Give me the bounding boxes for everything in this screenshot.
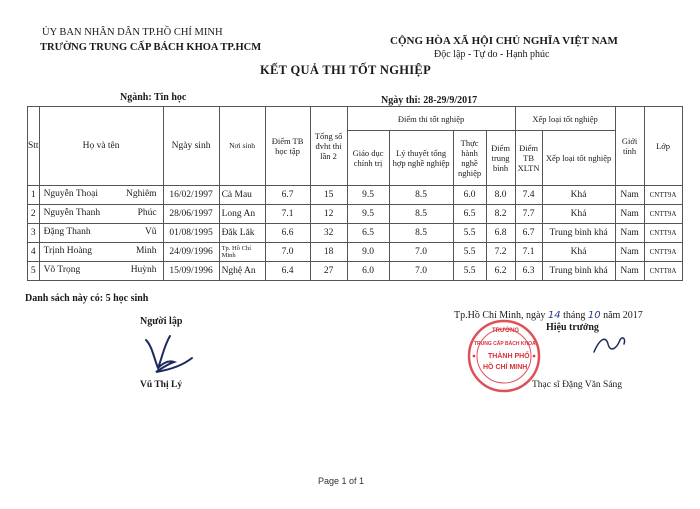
cell-dob: 01/08/1995 xyxy=(163,224,219,243)
cell-class: CNTT9A xyxy=(644,224,682,243)
header-xltn: Điểm TB XLTN xyxy=(515,131,542,186)
cell-theory: 7.0 xyxy=(389,243,453,262)
cell-last-name: Đặng Thanh xyxy=(43,227,91,237)
cell-gender: Nam xyxy=(615,205,644,224)
cell-credits: 15 xyxy=(310,186,347,205)
cell-name xyxy=(39,224,163,243)
table-row xyxy=(28,205,683,224)
nation-name: CỘNG HÒA XÃ HỘI CHỦ NGHĨA VIỆT NAM xyxy=(390,35,618,47)
header-gpa: Điểm TB học tập xyxy=(265,107,310,186)
cell-avg: 8.2 xyxy=(486,205,515,224)
header-dob: Ngày sinh xyxy=(163,107,219,186)
place-date-prefix: Tp.Hồ Chí Minh, ngày xyxy=(454,310,546,321)
header-name: Họ và tên xyxy=(39,107,163,186)
cell-stt: 3 xyxy=(28,224,40,243)
cell-practice: 5.5 xyxy=(453,262,486,281)
page-footer: Page 1 of 1 xyxy=(318,476,365,486)
cell-last-name: Võ Trọng xyxy=(43,265,81,275)
student-count: Danh sách này có: 5 học sinh xyxy=(25,293,149,304)
cell-stt: 2 xyxy=(28,205,40,224)
cell-pob: Đăk Lăk xyxy=(219,224,265,243)
cell-name xyxy=(39,205,163,224)
cell-class: CNTT9A xyxy=(644,205,682,224)
preparer-name: Vũ Thị Lý xyxy=(140,380,183,390)
cell-gpa: 6.4 xyxy=(265,262,310,281)
cell-pob: Long An xyxy=(219,205,265,224)
table-row xyxy=(28,224,683,243)
cell-first-name: Phúc xyxy=(137,208,157,218)
document-title: KẾT QUẢ THI TỐT NGHIỆP xyxy=(260,63,432,77)
preparer-title: Người lập xyxy=(140,316,183,327)
cell-practice: 5.5 xyxy=(453,224,486,243)
place-date-year: năm 2017 xyxy=(603,310,643,321)
cell-xltn: 6.3 xyxy=(515,262,542,281)
agency-name: ỦY BAN NHÂN DÂN TP.HỒ CHÍ MINH xyxy=(42,27,223,38)
cell-rank: Khá xyxy=(542,186,615,205)
cell-rank: Trung bình khá xyxy=(542,224,615,243)
results-table xyxy=(27,106,683,281)
cell-first-name: Nghiêm xyxy=(125,189,157,199)
school-name: TRƯỜNG TRUNG CẤP BÁCH KHOA TP.HCM xyxy=(40,42,262,53)
cell-politics: 6.0 xyxy=(347,262,389,281)
cell-gender: Nam xyxy=(615,224,644,243)
cell-practice: 6.5 xyxy=(453,205,486,224)
cell-name xyxy=(39,186,163,205)
header-theory: Lý thuyết tổng hợp nghề nghiệp xyxy=(389,131,453,186)
cell-credits: 27 xyxy=(310,262,347,281)
cell-pob: Nghệ An xyxy=(219,262,265,281)
place-date xyxy=(454,310,643,321)
cell-xltn: 6.7 xyxy=(515,224,542,243)
seal-text-2: THÀNH PHỐ xyxy=(488,353,530,360)
cell-first-name: Huỳnh xyxy=(130,265,157,275)
cell-avg: 8.0 xyxy=(486,186,515,205)
cell-dob: 16/02/1997 xyxy=(163,186,219,205)
major-label: Ngành: Tin học xyxy=(120,92,187,103)
cell-credits: 32 xyxy=(310,224,347,243)
cell-politics: 9.5 xyxy=(347,205,389,224)
cell-gpa: 7.0 xyxy=(265,243,310,262)
header-stt: Stt xyxy=(28,107,40,186)
cell-politics: 9.5 xyxy=(347,186,389,205)
cell-rank: Trung bình khá xyxy=(542,262,615,281)
cell-xltn: 7.7 xyxy=(515,205,542,224)
place-date-day: 14 xyxy=(547,310,561,321)
cell-stt: 5 xyxy=(28,262,40,281)
header-class: Lớp xyxy=(644,107,682,186)
cell-name xyxy=(39,262,163,281)
cell-credits: 18 xyxy=(310,243,347,262)
cell-practice: 5.5 xyxy=(453,243,486,262)
cell-dob: 28/06/1997 xyxy=(163,205,219,224)
place-date-month-label: tháng xyxy=(563,310,586,321)
seal-top-text: TRƯỜNG xyxy=(492,328,520,334)
header-gender: Giới tính xyxy=(615,107,644,186)
seal-text-3: HỒ CHÍ MINH xyxy=(483,364,528,371)
table-row xyxy=(28,186,683,205)
exam-date: Ngày thi: 28-29/9/2017 xyxy=(381,95,478,106)
cell-avg: 6.2 xyxy=(486,262,515,281)
cell-stt: 4 xyxy=(28,243,40,262)
place-date-month: 10 xyxy=(587,310,601,321)
cell-credits: 12 xyxy=(310,205,347,224)
header-politics: Giáo dục chính trị xyxy=(347,131,389,186)
principal-name: Thạc sĩ Đặng Văn Sáng xyxy=(532,380,623,390)
cell-gender: Nam xyxy=(615,243,644,262)
national-motto: Độc lập - Tự do - Hạnh phúc xyxy=(434,49,550,60)
header-pob: Nơi sinh xyxy=(219,107,265,186)
cell-rank: Khá xyxy=(542,205,615,224)
header-rank: Xếp loại tốt nghiệp xyxy=(542,131,615,186)
cell-dob: 15/09/1996 xyxy=(163,262,219,281)
cell-class: CNTT9A xyxy=(644,243,682,262)
cell-theory: 7.0 xyxy=(389,262,453,281)
table-row xyxy=(28,243,683,262)
header-credits: Tổng số đvht thi lần 2 xyxy=(310,107,347,186)
principal-signature-mark xyxy=(590,330,630,360)
cell-gpa: 7.1 xyxy=(265,205,310,224)
cell-gpa: 6.7 xyxy=(265,186,310,205)
cell-first-name: Minh xyxy=(135,246,157,256)
cell-avg: 6.8 xyxy=(486,224,515,243)
signature-mark xyxy=(138,328,198,374)
header-practice: Thực hành nghề nghiệp xyxy=(453,131,486,186)
cell-gender: Nam xyxy=(615,262,644,281)
cell-gender: Nam xyxy=(615,186,644,205)
table-row xyxy=(28,262,683,281)
cell-class: CNTT9A xyxy=(644,186,682,205)
cell-stt: 1 xyxy=(28,186,40,205)
cell-politics: 9.0 xyxy=(347,243,389,262)
cell-last-name: Nguyễn Thanh xyxy=(43,208,101,218)
cell-pob: Cà Mau xyxy=(219,186,265,205)
cell-dob: 24/09/1996 xyxy=(163,243,219,262)
cell-last-name: Trịnh Hoàng xyxy=(43,246,93,256)
cell-rank: Khá xyxy=(542,243,615,262)
cell-theory: 8.5 xyxy=(389,186,453,205)
header-rank-group: Xếp loại tốt nghiệp xyxy=(515,107,615,131)
cell-practice: 6.0 xyxy=(453,186,486,205)
cell-xltn: 7.1 xyxy=(515,243,542,262)
cell-pob: Tp. Hồ Chí Minh xyxy=(219,243,265,262)
cell-theory: 8.5 xyxy=(389,205,453,224)
cell-last-name: Nguyễn Thoại xyxy=(43,189,99,199)
cell-xltn: 7.4 xyxy=(515,186,542,205)
cell-politics: 6.5 xyxy=(347,224,389,243)
cell-theory: 8.5 xyxy=(389,224,453,243)
principal-title: Hiệu trưởng xyxy=(546,322,599,333)
cell-first-name: Vũ xyxy=(144,227,157,237)
seal-text-1: TRUNG CẤP BÁCH KHOA xyxy=(474,341,536,347)
header-exam-group: Điểm thi tốt nghiệp xyxy=(347,107,515,131)
cell-name xyxy=(39,243,163,262)
header-avg: Điểm trung bình xyxy=(486,131,515,186)
cell-avg: 7.2 xyxy=(486,243,515,262)
cell-gpa: 6.6 xyxy=(265,224,310,243)
cell-class: CNTT8A xyxy=(644,262,682,281)
